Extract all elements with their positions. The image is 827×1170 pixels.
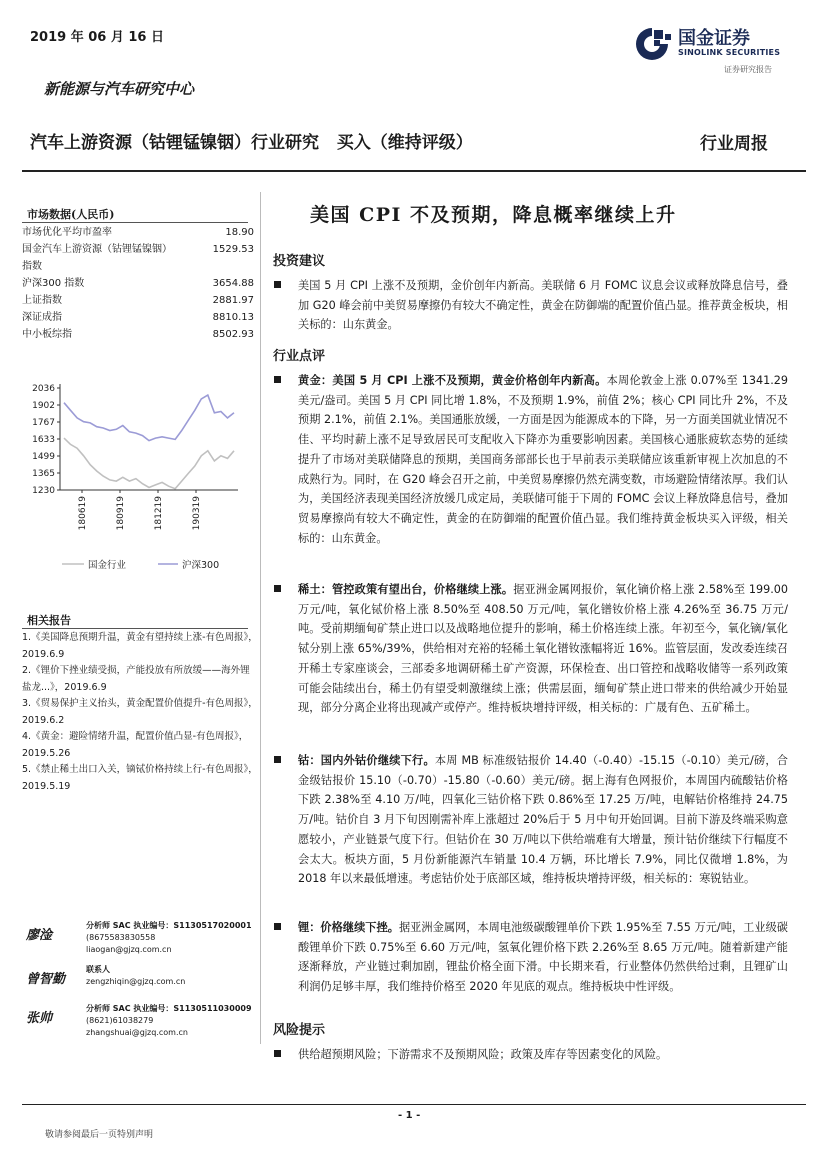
paragraph-lead: 钴：国内外钴价继续下行。 — [298, 754, 435, 767]
related-report-item[interactable]: 3.《贸易保护主义抬头，黄金配置价值提升-有色周报》，2019.6.2 — [22, 698, 258, 726]
paragraph-lead: 锂：价格继续下挫。 — [298, 921, 399, 934]
analyst-phone: (8675583830558 — [86, 933, 156, 942]
market-label: 上证指数 — [22, 295, 62, 306]
page-number: - 1 - — [398, 1110, 421, 1121]
x-tick-label: 181219 — [154, 496, 164, 531]
related-reports-heading: 相关报告 — [27, 614, 71, 627]
analyst-email[interactable]: liaogan@gjzq.com.cn — [86, 945, 172, 954]
investment-advice-paragraph — [270, 276, 788, 335]
analyst-phone: (8621)61038279 — [86, 1016, 154, 1025]
paragraph-text: 供给超预期风险；下游需求不及预期风险；政策及库存等因素变化的风险。 — [298, 1048, 668, 1061]
index-line-chart — [20, 376, 250, 586]
market-row — [22, 275, 254, 292]
paragraph-lead: 稀土：管控政策有望出台，价格继续上涨。 — [298, 583, 514, 596]
related-report-item[interactable]: 5.《禁止稀土出口入关，镝铽价格持续上行-有色周报》，2019.5.19 — [22, 764, 258, 792]
bullet-icon — [274, 923, 281, 930]
report-date: 2019 年 06 月 16 日 — [30, 30, 164, 45]
market-row — [22, 309, 254, 326]
series-line-hs300 — [64, 395, 234, 441]
disclaimer-note[interactable]: 敬请参阅最后一页特别声明 — [45, 1130, 154, 1140]
section-heading-industry: 行业点评 — [273, 349, 326, 364]
market-value: 18.90 — [225, 227, 254, 238]
paragraph-lead: 黄金：美国 5 月 CPI 上涨不及预期，黄金价格创年内新高。 — [298, 374, 607, 387]
paragraph-text: 本周 MB 标准级钴报价 14.40（-0.40）-15.15（-0.10）美元/磅，合金级钴报价 15.10（-0.70）-15.80（-0.60）美元/磅。据上海有色网报价，本周国内硫酸钴价格下跌 2.38%至 4.10 万/吨，四氧化三钴价格下跌 0.86%至 17.25 万/吨，电解钴价格维持 24.75 万/吨。钴价自 3 月下旬因刚需补库上涨超过 20%后于 5 月中旬开始回调。目前下游及终端采购意愿较小，产业链景气度下行。但钴价在 30 万/吨以下供给端难有大增量，预计钴价继续下行幅度不会太大。板块方面，5 月份新能源汽车销量 10.4 万辆，环比增长 7.9%，同比仅微增 1.8%，为 2018 年以来最低增速。考虑钴价处于底部区域，维持板块增持评级，相关标的：寒锐钴业。 — [298, 754, 788, 886]
y-tick-label: 1499 — [32, 452, 55, 462]
report-title: 汽车上游资源（钴锂锰镍铟）行业研究 买入（维持评级） — [30, 133, 473, 153]
related-report-item[interactable]: 2.《锂价下挫业绩受损，产能投放有所放缓——海外锂盐龙...》，2019.6.9 — [22, 665, 250, 693]
analyst-email[interactable]: zengzhiqin@gjzq.com.cn — [86, 977, 186, 986]
analyst-sac: 分析师 SAC 执业编号：S1130511030009 — [86, 1004, 252, 1013]
market-label: 深证成指 — [22, 312, 62, 323]
analyst-sac: 分析师 SAC 执业编号：S1130517020001 — [86, 921, 252, 930]
y-tick-label: 2036 — [32, 384, 55, 394]
paragraph-text: 据亚洲金属网，本周电池级碳酸锂单价下跌 1.95%至 7.55 万元/吨，工业级碳酸锂单价下跌 0.75%至 6.60 万元/吨，氢氧化锂价格下跌 2.26%至 8.65 万元/吨。随着新建产能逐渐释放，产业链过剩加剧，锂盐价格全面下滑。中长期来看，行业整体仍然供给过剩，且锂矿山利润仍足够丰厚，我们维持价格至 2020 年见底的观点。维持板块中性评级。 — [298, 921, 788, 994]
cobalt-paragraph — [270, 751, 788, 889]
x-tick-label: 180919 — [116, 496, 126, 531]
bullet-icon — [274, 376, 281, 383]
rare-earth-paragraph — [270, 580, 788, 718]
column-divider — [260, 192, 261, 1044]
logo-mark-icon — [630, 22, 674, 66]
paragraph-text: 美国 5 月 CPI 上涨不及预期，金价创年内新高。美联储 6 月 FOMC 议息会议或释放降息信号，叠加 G20 峰会前中美贸易摩擦仍有较大不确定性，黄金在防御端的配置价值凸显。推荐黄金板块，相关标的：山东黄金。 — [298, 279, 788, 332]
risk-paragraph — [270, 1045, 788, 1065]
paragraph-text: 本周伦敦金上涨 0.07%至 1341.29 美元/盎司。美国 5 月 CPI 同比增 1.8%，不及预期 1.9%，前值 2%；核心 CPI 同比升 2%，不及预期 2.1%，前值 2.1%。美国通胀放缓，一方面是因为能源成本的下降，另一方面美国就业情况不佳、平均时薪上涨不足导致居民可支配收入下降亦为重要影响因素。美国核心通胀疲软态势的延续提升了市场对美联储降息的预期，美国商务部部长也于早前表示美联储应该重新审视上次加息的不成熟行为。同时，在 G20 峰会召开之前，中美贸易摩擦仍然充满变数，市场避险情绪浓厚。我们认为，美国经济表现美国经济放缓几成定局，美联储可能于下周的 FOMC 会议上释放降息信号，叠加贸易摩擦尚有较大不确定性，黄金的在防御端的配置价值凸显。我们维持黄金板块买入评级，相关标的：山东黄金。 — [298, 374, 788, 545]
series-line-industry — [64, 438, 234, 489]
y-tick-label: 1633 — [32, 435, 55, 445]
analyst-info — [86, 1003, 252, 1039]
market-value: 2881.97 — [212, 295, 254, 306]
y-tick-label: 1230 — [32, 486, 55, 496]
bullet-icon — [274, 756, 281, 763]
market-value: 3654.88 — [212, 278, 254, 289]
analyst-email[interactable]: zhangshuai@gjzq.com.cn — [86, 1028, 188, 1037]
market-data-heading: 市场数据(人民币) — [27, 208, 115, 221]
bullet-icon — [274, 281, 281, 288]
related-report-item[interactable]: 1.《美国降息预期升温，黄金有望持续上涨-有色周报》，2019.6.9 — [22, 632, 258, 660]
company-logo — [630, 22, 800, 82]
analyst-role: 联系人 — [86, 965, 110, 974]
y-tick-label: 1767 — [32, 418, 55, 428]
market-value: 1529.53 — [212, 244, 254, 255]
related-reports-rule — [22, 628, 248, 629]
market-row — [22, 326, 254, 343]
analyst-card — [22, 1003, 258, 1043]
y-tick-label: 1365 — [32, 469, 55, 479]
analyst-card — [22, 964, 258, 994]
related-reports-list — [22, 630, 258, 795]
x-tick-label: 190319 — [192, 496, 202, 531]
market-label: 中小板综指 — [22, 329, 72, 340]
analyst-card — [22, 920, 258, 960]
analyst-info — [86, 920, 252, 956]
logo-english: SINOLINK SECURITIES — [678, 48, 781, 57]
header-divider — [22, 170, 806, 172]
y-tick-label: 1902 — [32, 401, 55, 411]
bullet-icon — [274, 1050, 281, 1057]
department: 新能源与汽车研究中心 — [44, 80, 195, 98]
legend-label: 沪深300 — [182, 560, 220, 571]
market-label: 国金汽车上游资源（钴锂锰镍铟）指数 — [22, 244, 172, 272]
related-report-item[interactable]: 4.《黄金：避险情绪升温，配置价值凸显-有色周报》，2019.5.26 — [22, 731, 249, 759]
market-label: 沪深300 指数 — [22, 278, 85, 289]
footer-divider — [22, 1104, 806, 1105]
section-heading-risk: 风险提示 — [273, 1023, 326, 1038]
market-value: 8810.13 — [212, 312, 254, 323]
analyst-info — [86, 964, 185, 988]
logo-subtitle: 证券研究报告 — [724, 65, 772, 74]
headline: 美国 CPI 不及预期，降息概率继续上升 — [310, 204, 677, 226]
logo-name: 国金证券 — [678, 28, 750, 49]
market-label: 市场优化平均市盈率 — [22, 227, 112, 238]
analyst-name: 廖淦 — [26, 928, 53, 943]
gold-paragraph — [270, 371, 788, 548]
market-row — [22, 241, 254, 275]
lithium-paragraph — [270, 918, 788, 997]
report-type: 行业周报 — [700, 134, 768, 154]
analyst-name: 张帅 — [26, 1011, 53, 1026]
paragraph-text: 据亚洲金属网报价，氧化镝价格上涨 2.58%至 199.00 万元/吨，氧化铽价格上涨 8.50%至 408.50 万元/吨，氧化镨钕价格上涨 4.26%至 36.75 万元/吨。受前期缅甸矿禁止进口以及战略地位提升的影响，稀土价格连续上涨。年初至今，氧化镝/氧化铽分别上涨 65%/39%，供给相对充裕的轻稀土氧化镨钕涨幅将近 16%。监管层面，发改委连续召开稀土专家座谈会，三部委多地调研稀土矿产资源，环保检查、出口管控和战略收储等一系列政策可能会陆续出台，稀土仍有望受刺激继续上涨；供需层面，缅甸矿禁止进口带来的供给减少开始显现，部分分离企业将出现减产或停产。维持板块增持评级，相关标的：广晟有色、五矿稀土。 — [298, 583, 788, 715]
market-value: 8502.93 — [212, 329, 254, 340]
section-heading-investment: 投资建议 — [273, 254, 326, 269]
x-tick-label: 180619 — [78, 496, 88, 531]
market-row — [22, 224, 254, 241]
bullet-icon — [274, 585, 281, 592]
analyst-name: 曾智勤 — [26, 972, 66, 987]
market-row — [22, 292, 254, 309]
market-data-rule — [22, 222, 248, 223]
legend-label: 国金行业 — [88, 560, 127, 571]
